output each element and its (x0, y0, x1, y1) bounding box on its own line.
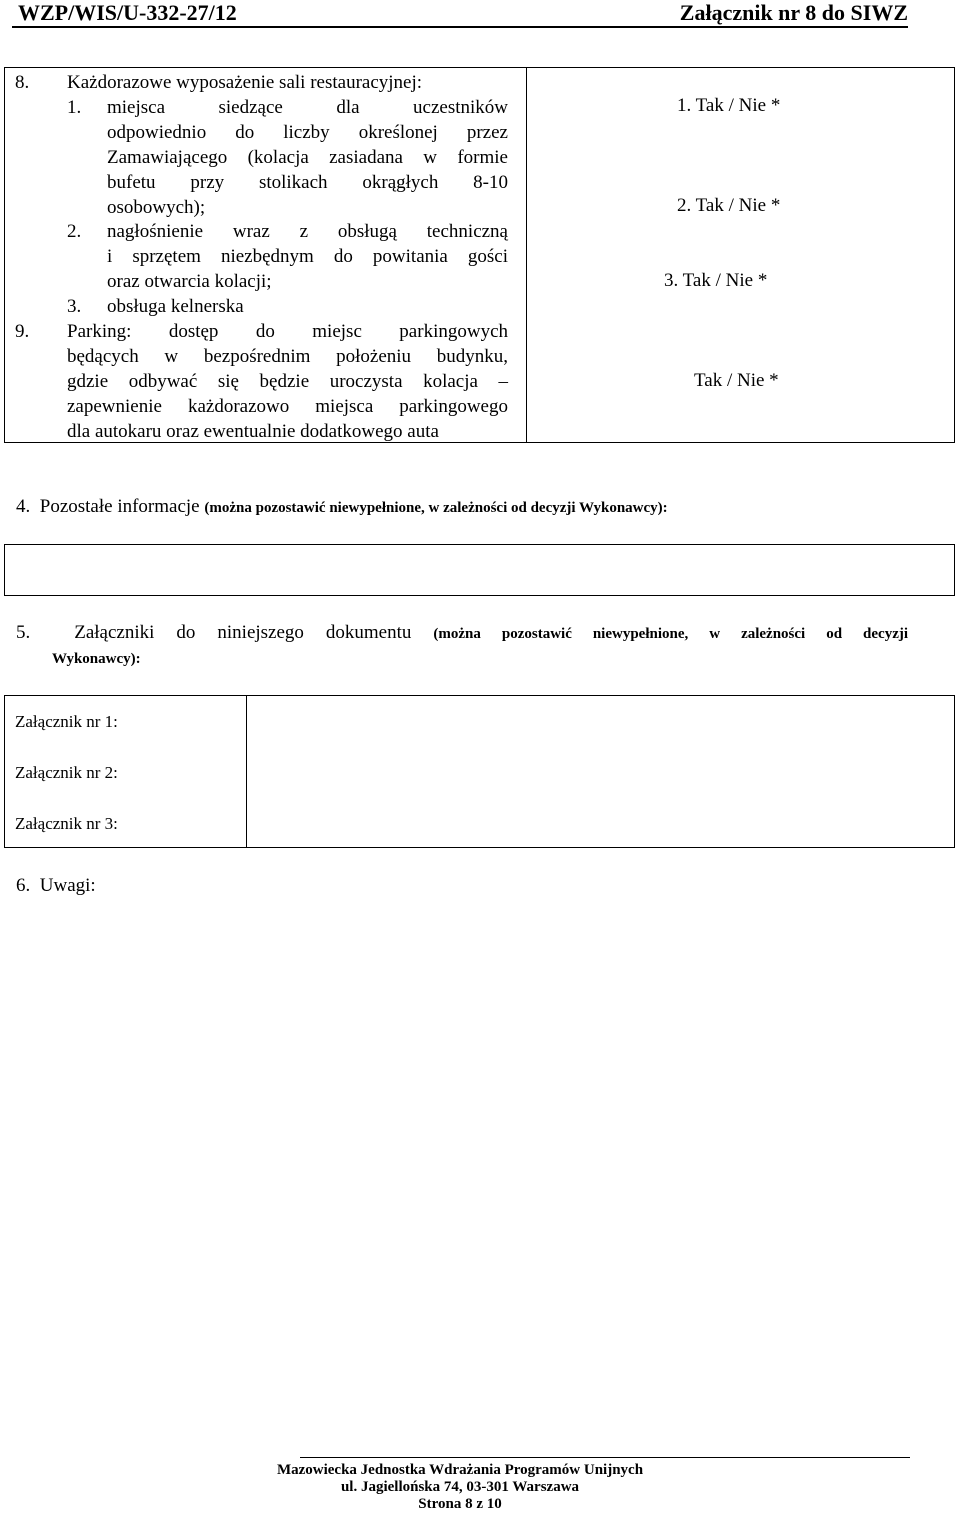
section-5-label: Załączniki do niniejszego dokumentu (74, 622, 412, 643)
row-9-line: będących w bezpośrednim położeniu budynku, (67, 346, 508, 367)
item-1-line: odpowiednio do liczby określonej przez (107, 122, 508, 143)
document-id: WZP/WIS/U-332-27/12 (18, 0, 237, 25)
header-rule (12, 26, 908, 28)
item-1-line: Zamawiającego (kolacja zasiadana w formie (107, 147, 508, 168)
item-2-line: oraz otwarcia kolacji; (107, 271, 272, 292)
row-8-title: Każdorazowe wyposażenie sali restauracyjnej: (67, 72, 423, 93)
answer-3: 3. Tak / Nie * (664, 270, 768, 291)
other-info-field[interactable] (4, 544, 955, 596)
attachment-3-label: Załącznik nr 3: (15, 814, 118, 833)
footer-organization: Mazowiecka Jednostka Wdrażania Programów Unijnych (276, 1462, 644, 1478)
section-4-number: 4. (16, 496, 31, 517)
item-3-number: 3. (67, 296, 82, 317)
row-9-line: gdzie odbywać się będzie uroczysta kolacja – (67, 371, 508, 392)
column-divider (526, 68, 527, 442)
item-1-line: osobowych); (107, 197, 206, 218)
item-3-text: obsługa kelnerska (107, 296, 244, 317)
section-6-number: 6. (16, 875, 31, 896)
footer-address: ul. Jagiellońska 74, 03-301 Warszawa (340, 1479, 580, 1495)
row-8-number: 8. (15, 72, 30, 93)
answer-2: 2. Tak / Nie * (677, 195, 781, 216)
attachment-1-label: Załącznik nr 1: (15, 712, 118, 731)
section-5-number: 5. (16, 622, 31, 643)
footer-rule (300, 1457, 910, 1458)
answer-1: 1. Tak / Nie * (677, 95, 781, 116)
row-9-number: 9. (15, 321, 30, 342)
answer-parking: Tak / Nie * (694, 370, 779, 391)
item-1-number: 1. (67, 97, 82, 118)
item-1-line: miejsca siedzące dla uczestników (107, 97, 508, 118)
section-6-label: Uwagi: (39, 875, 96, 896)
item-1-line: bufetu przy stolikach okrągłych 8-10 (107, 172, 508, 193)
section-6-heading (16, 875, 96, 897)
row-9-line: dla autokaru oraz ewentualnie dodatkowego auta (67, 421, 439, 442)
attachment-label: Załącznik nr 8 do SIWZ (679, 0, 908, 25)
item-2-number: 2. (67, 221, 82, 242)
section-4-note: (można pozostawić niewypełnione, w zależności od decyzji Wykonawcy): (204, 500, 668, 516)
row-9-line: Parking: dostęp do miejsc parkingowych (67, 321, 508, 342)
page-number: Strona 8 z 10 (418, 1496, 502, 1512)
section-5-heading (16, 622, 908, 644)
requirements-table (4, 67, 955, 443)
section-4-label: Pozostałe informacje (39, 496, 200, 517)
item-2-line: nagłośnienie wraz z obsługą techniczną (107, 221, 508, 242)
row-9-line: zapewnienie każdorazowo miejsca parkingowego (67, 396, 508, 417)
section-4-heading (16, 496, 668, 518)
attachments-table (4, 695, 955, 848)
column-divider (246, 696, 247, 847)
attachment-2-label: Załącznik nr 2: (15, 763, 118, 782)
section-5-note-continued: Wykonawcy): (52, 651, 141, 667)
section-5-note: (można pozostawić niewypełnione, w zależności od decyzji (433, 626, 909, 642)
item-2-line: i sprzętem niezbędnym do powitania gości (107, 246, 508, 267)
